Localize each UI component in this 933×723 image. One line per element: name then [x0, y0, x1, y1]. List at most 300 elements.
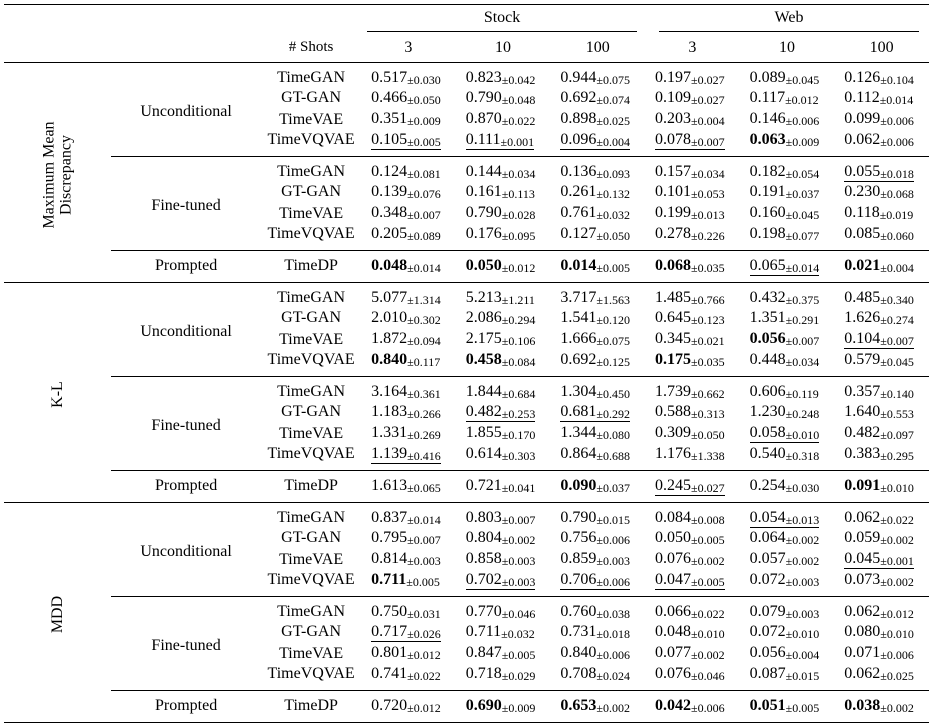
- std-number: 0.416: [413, 448, 441, 463]
- mean-value: 0.756: [560, 528, 597, 546]
- plus-minus-sign: ±: [501, 668, 509, 683]
- value-cell: [361, 470, 456, 502]
- value: [844, 644, 914, 661]
- std-number: 0.030: [792, 480, 820, 495]
- std-value: [502, 208, 536, 222]
- value-cell: [645, 203, 740, 225]
- plus-minus-sign: ±: [407, 700, 414, 715]
- value-cell: [645, 665, 740, 691]
- plus-minus-sign: ±: [596, 668, 603, 683]
- plus-minus-sign: ±: [880, 166, 887, 181]
- plus-minus-sign: ±: [880, 626, 887, 641]
- std-number: 0.226: [697, 228, 725, 243]
- value: [560, 623, 630, 640]
- std-value: [786, 167, 820, 181]
- std-value: [407, 554, 441, 568]
- value: [466, 89, 536, 106]
- model-name: TimeVAE: [279, 110, 344, 128]
- std-number: 0.117: [413, 354, 441, 369]
- std-value: [502, 407, 536, 421]
- value-cell: [645, 250, 740, 282]
- value-cell: [456, 665, 551, 691]
- std-number: 0.375: [792, 292, 820, 307]
- value: [371, 309, 441, 326]
- mean-value: 0.072: [749, 622, 786, 640]
- value: [560, 289, 630, 306]
- value: [466, 330, 536, 347]
- std-number: 0.004: [886, 260, 914, 275]
- value: [371, 665, 441, 682]
- mean-value: 0.045: [844, 550, 881, 568]
- value-cell: [834, 596, 929, 622]
- plus-minus-sign: ±: [596, 606, 603, 621]
- plus-minus-sign: ±: [691, 606, 698, 621]
- std-value: [786, 387, 819, 401]
- mean-value: 0.077: [655, 644, 692, 662]
- value: [655, 509, 725, 526]
- plus-minus-sign: ±: [785, 72, 793, 87]
- plus-minus-sign: ±: [407, 72, 414, 87]
- std-value: [596, 355, 630, 369]
- plus-minus-sign: ±: [691, 92, 698, 107]
- mean-value: 1.666: [560, 330, 597, 348]
- mean-value: 0.770: [465, 602, 502, 620]
- underlined-value: [371, 131, 441, 150]
- value-cell: [550, 351, 645, 377]
- std-value: [786, 313, 820, 327]
- mean-value: 0.702: [465, 570, 502, 588]
- plus-minus-sign: ±: [691, 166, 698, 181]
- header-blank: [4, 34, 111, 62]
- mean-value: 0.448: [749, 350, 786, 368]
- value-cell: [550, 596, 645, 622]
- plus-minus-sign: ±: [880, 428, 887, 443]
- mean-value: 0.351: [371, 110, 408, 128]
- std-value: [407, 187, 441, 201]
- mean-value: 1.344: [560, 424, 597, 442]
- std-value: [786, 607, 820, 621]
- setting-label: Prompted: [154, 697, 218, 714]
- plus-minus-sign: ±: [880, 406, 887, 421]
- std-value: [691, 167, 725, 181]
- value: [844, 69, 914, 86]
- plus-minus-sign: ±: [691, 554, 698, 569]
- value-cell: [834, 131, 929, 157]
- value: [844, 445, 914, 462]
- std-number: 0.123: [697, 312, 725, 327]
- std-value: [786, 261, 820, 275]
- model-name: TimeDP: [284, 697, 338, 714]
- mean-value: 1.613: [371, 476, 408, 494]
- plus-minus-sign: ±: [880, 648, 887, 663]
- mean-value: 0.692: [560, 350, 597, 368]
- value-cell: [645, 643, 740, 665]
- mean-value: 0.721: [465, 476, 502, 494]
- underlined-value: [655, 571, 725, 590]
- underlined-value: [371, 445, 441, 464]
- std-value: [880, 135, 914, 149]
- plus-minus-sign: ±: [785, 260, 793, 275]
- std-number: 0.005: [508, 648, 536, 663]
- std-value: [880, 73, 914, 87]
- value: [750, 623, 820, 640]
- std-value: [880, 701, 914, 715]
- mean-value: 1.485: [655, 288, 692, 306]
- plus-minus-sign: ±: [691, 532, 698, 547]
- std-value: [880, 167, 914, 181]
- underlined-value: [750, 257, 820, 276]
- value-cell: [834, 351, 929, 377]
- mean-value: 0.245: [655, 476, 692, 494]
- plus-minus-sign: ±: [407, 428, 414, 443]
- value-cell: [740, 571, 835, 597]
- value-cell: [740, 109, 835, 131]
- value: [750, 529, 820, 546]
- plus-minus-sign: ±: [785, 166, 793, 181]
- underlined-value: [560, 131, 630, 150]
- std-number: 0.291: [792, 312, 820, 327]
- value: [655, 445, 725, 462]
- plus-minus-sign: ±: [596, 72, 603, 87]
- plus-minus-sign: ±: [785, 606, 793, 621]
- value: [560, 529, 630, 546]
- mean-value: 0.692: [560, 88, 597, 106]
- value: [560, 665, 630, 682]
- value: [560, 383, 630, 400]
- setting-label: Unconditional: [140, 323, 232, 340]
- std-number: 0.002: [697, 648, 725, 663]
- mean-value: 1.541: [560, 308, 597, 326]
- value: [466, 225, 536, 242]
- underlined-value: [466, 571, 536, 590]
- value: [466, 445, 536, 462]
- std-number: 0.030: [413, 72, 441, 87]
- value: [466, 351, 536, 368]
- value-cell: [834, 376, 929, 402]
- value-cell: [550, 528, 645, 550]
- table-row: [4, 502, 929, 528]
- std-value: [407, 135, 441, 149]
- std-value: [596, 701, 630, 715]
- std-value: [596, 167, 630, 181]
- value-cell: [550, 131, 645, 157]
- plus-minus-sign: ±: [691, 448, 698, 463]
- table-row: [4, 156, 929, 182]
- std-value: [786, 481, 820, 495]
- plus-minus-sign: ±: [691, 334, 698, 349]
- value-cell: [740, 225, 835, 251]
- std-value: [596, 407, 630, 421]
- underlined-value: [466, 131, 534, 150]
- plus-minus-sign: ±: [596, 260, 603, 275]
- std-number: 0.006: [602, 648, 630, 663]
- plus-minus-sign: ±: [691, 134, 698, 149]
- value-cell: [550, 203, 645, 225]
- std-value: [786, 208, 820, 222]
- std-value: [502, 428, 536, 442]
- plus-minus-sign: ±: [501, 626, 508, 641]
- std-value: [880, 481, 914, 495]
- mean-value: 0.112: [844, 88, 880, 106]
- mean-value: 0.157: [655, 162, 692, 180]
- std-number: 0.014: [413, 512, 441, 527]
- std-value: [786, 554, 820, 568]
- mean-value: 0.790: [560, 508, 597, 526]
- std-value: [502, 669, 536, 683]
- mean-value: 0.126: [844, 68, 881, 86]
- plus-minus-sign: ±: [880, 186, 887, 201]
- header-shots-row: [4, 34, 929, 62]
- value-cell: [834, 643, 929, 665]
- std-number: 1.563: [602, 292, 630, 307]
- std-number: 0.034: [792, 354, 820, 369]
- std-value: [691, 648, 725, 662]
- value: [750, 603, 820, 620]
- plus-minus-sign: ±: [691, 72, 698, 87]
- std-value: [502, 701, 536, 715]
- mean-value: 0.944: [560, 68, 597, 86]
- value-cell: [361, 549, 456, 571]
- std-number: 0.010: [792, 626, 820, 641]
- shots-header: 10: [778, 38, 795, 56]
- std-value: [880, 313, 914, 327]
- std-value: [691, 533, 725, 547]
- std-value: [880, 648, 914, 662]
- plus-minus-sign: ±: [785, 386, 793, 401]
- std-value: [786, 187, 820, 201]
- value: [655, 603, 725, 620]
- std-number: 0.003: [602, 554, 630, 569]
- plus-minus-sign: ±: [407, 626, 414, 641]
- value-cell: [645, 622, 740, 644]
- plus-minus-sign: ±: [785, 292, 793, 307]
- plus-minus-sign: ±: [785, 512, 793, 527]
- plus-minus-sign: ±: [879, 208, 887, 223]
- mean-value: 0.076: [655, 664, 692, 682]
- value: [371, 383, 441, 400]
- value: [655, 289, 725, 306]
- plus-minus-sign: ±: [880, 554, 887, 569]
- value-cell: [550, 225, 645, 251]
- value-cell: [550, 402, 645, 424]
- std-value: [596, 135, 630, 149]
- std-value: [691, 407, 725, 421]
- plus-minus-sign: ±: [596, 406, 603, 421]
- mean-value: 0.345: [655, 330, 692, 348]
- plus-minus-sign: ±: [785, 480, 793, 495]
- plus-minus-sign: ±: [407, 648, 414, 663]
- std-number: 0.045: [886, 354, 914, 369]
- std-number: 0.089: [413, 228, 441, 243]
- mean-value: 0.057: [749, 550, 786, 568]
- mean-value: 1.872: [371, 330, 408, 348]
- mean-value: 0.741: [371, 664, 408, 682]
- std-number: 0.003: [413, 554, 441, 569]
- value: [655, 403, 725, 420]
- value: [750, 131, 820, 148]
- value-cell: [456, 329, 551, 351]
- std-number: 0.035: [697, 260, 725, 275]
- value-cell: [456, 643, 551, 665]
- mean-value: 0.084: [655, 508, 692, 526]
- std-number: 0.005: [697, 532, 725, 547]
- mean-value: 1.351: [749, 308, 786, 326]
- model-name: GT-GAN: [281, 183, 342, 201]
- value: [560, 330, 630, 347]
- plus-minus-sign: ±: [880, 480, 887, 495]
- value: [655, 257, 725, 274]
- plus-minus-sign: ±: [880, 260, 887, 275]
- mean-value: 0.708: [560, 664, 597, 682]
- std-number: 0.002: [508, 532, 536, 547]
- std-value: [786, 627, 820, 641]
- mean-value: 0.161: [465, 182, 502, 200]
- value-cell: [361, 528, 456, 550]
- value-cell: [645, 502, 740, 528]
- std-value: [691, 208, 725, 222]
- mean-value: 0.056: [749, 644, 786, 662]
- value: [655, 183, 725, 200]
- value: [466, 257, 536, 274]
- std-value: [502, 533, 536, 547]
- mean-value: 0.837: [371, 508, 408, 526]
- value-cell: [456, 402, 551, 424]
- mean-value: 0.840: [371, 350, 408, 368]
- value: [560, 204, 630, 221]
- value-cell: [456, 109, 551, 131]
- std-value: [501, 135, 535, 149]
- value-cell: [456, 308, 551, 330]
- value-cell: [740, 423, 835, 445]
- mean-value: 0.309: [655, 424, 692, 442]
- plus-minus-sign: ±: [596, 428, 603, 443]
- std-value: [596, 229, 630, 243]
- value-cell: [740, 502, 835, 528]
- value-cell: [456, 528, 551, 550]
- std-number: 0.274: [886, 312, 914, 327]
- std-number: 0.053: [697, 186, 725, 201]
- underlined-value: [560, 571, 630, 590]
- std-number: 0.012: [791, 92, 819, 107]
- mean-value: 5.077: [371, 288, 408, 306]
- std-number: 0.006: [792, 114, 820, 129]
- plus-minus-sign: ±: [501, 480, 509, 495]
- value: [844, 383, 914, 400]
- plus-minus-sign: ±: [407, 166, 414, 181]
- std-value: [407, 533, 441, 547]
- value: [655, 110, 725, 127]
- std-value: [691, 554, 725, 568]
- mean-value: 0.048: [371, 256, 408, 274]
- std-value: [407, 355, 440, 369]
- plus-minus-sign: ±: [501, 406, 509, 421]
- plus-minus-sign: ±: [501, 512, 509, 527]
- plus-minus-sign: ±: [880, 700, 887, 715]
- plus-minus-sign: ±: [785, 700, 793, 715]
- std-number: 0.294: [508, 312, 536, 327]
- std-number: 0.013: [792, 512, 820, 527]
- std-value: [596, 387, 630, 401]
- std-number: 0.022: [886, 512, 914, 527]
- std-value: [596, 208, 630, 222]
- mean-value: 0.144: [465, 162, 502, 180]
- model-name: TimeGAN: [277, 509, 346, 526]
- value-cell: [740, 329, 835, 351]
- mean-value: 0.091: [844, 476, 881, 494]
- mean-value: 0.068: [655, 256, 692, 274]
- std-value: [407, 627, 441, 641]
- std-number: 0.002: [602, 700, 630, 715]
- value-cell: [456, 549, 551, 571]
- plus-minus-sign: ±: [785, 406, 793, 421]
- value: [655, 89, 725, 106]
- std-number: 0.021: [697, 334, 725, 349]
- value: [655, 383, 725, 400]
- mean-value: 0.198: [749, 224, 786, 242]
- mean-value: 0.761: [560, 204, 597, 222]
- std-number: 0.041: [508, 480, 536, 495]
- mean-value: 0.540: [749, 444, 786, 462]
- plus-minus-sign: ±: [880, 228, 887, 243]
- mean-value: 0.078: [655, 130, 692, 148]
- value: [844, 665, 914, 682]
- table-header: [4, 5, 929, 63]
- mean-value: 0.066: [655, 602, 692, 620]
- value-cell: [456, 376, 551, 402]
- value-cell: [550, 423, 645, 445]
- value: [466, 550, 536, 567]
- std-value: [691, 481, 725, 495]
- value: [655, 309, 725, 326]
- plus-minus-sign: ±: [880, 512, 887, 527]
- mean-value: 0.718: [465, 664, 502, 682]
- std-number: 0.031: [413, 606, 441, 621]
- std-number: 0.007: [792, 334, 820, 349]
- value: [466, 665, 536, 682]
- std-number: 0.015: [602, 512, 630, 527]
- plus-minus-sign: ±: [501, 606, 509, 621]
- std-value: [407, 648, 441, 662]
- plus-minus-sign: ±: [596, 700, 603, 715]
- value: [466, 163, 536, 180]
- mean-value: 1.139: [371, 444, 408, 462]
- value: [466, 204, 536, 221]
- mean-value: 0.706: [560, 570, 597, 588]
- setting-label: Fine-tuned: [151, 417, 221, 434]
- std-value: [502, 575, 536, 589]
- value: [844, 183, 914, 200]
- mean-value: 0.859: [560, 550, 597, 568]
- value: [750, 403, 820, 420]
- std-number: 0.060: [886, 228, 914, 243]
- std-number: 0.077: [792, 228, 820, 243]
- std-value: [596, 481, 630, 495]
- plus-minus-sign: ±: [880, 292, 887, 307]
- std-number: 0.662: [697, 386, 725, 401]
- mean-value: 0.021: [844, 256, 881, 274]
- value: [466, 603, 536, 620]
- value-cell: [645, 549, 740, 571]
- plus-minus-sign: ±: [407, 554, 414, 569]
- mean-value: 2.010: [371, 308, 408, 326]
- mean-value: 0.197: [655, 68, 692, 86]
- plus-minus-sign: ±: [880, 312, 887, 327]
- metric-label-cell: [4, 502, 111, 722]
- std-number: 0.097: [886, 428, 914, 443]
- plus-minus-sign: ±: [407, 448, 414, 463]
- mean-value: 2.175: [465, 330, 502, 348]
- mean-value: 0.050: [465, 256, 502, 274]
